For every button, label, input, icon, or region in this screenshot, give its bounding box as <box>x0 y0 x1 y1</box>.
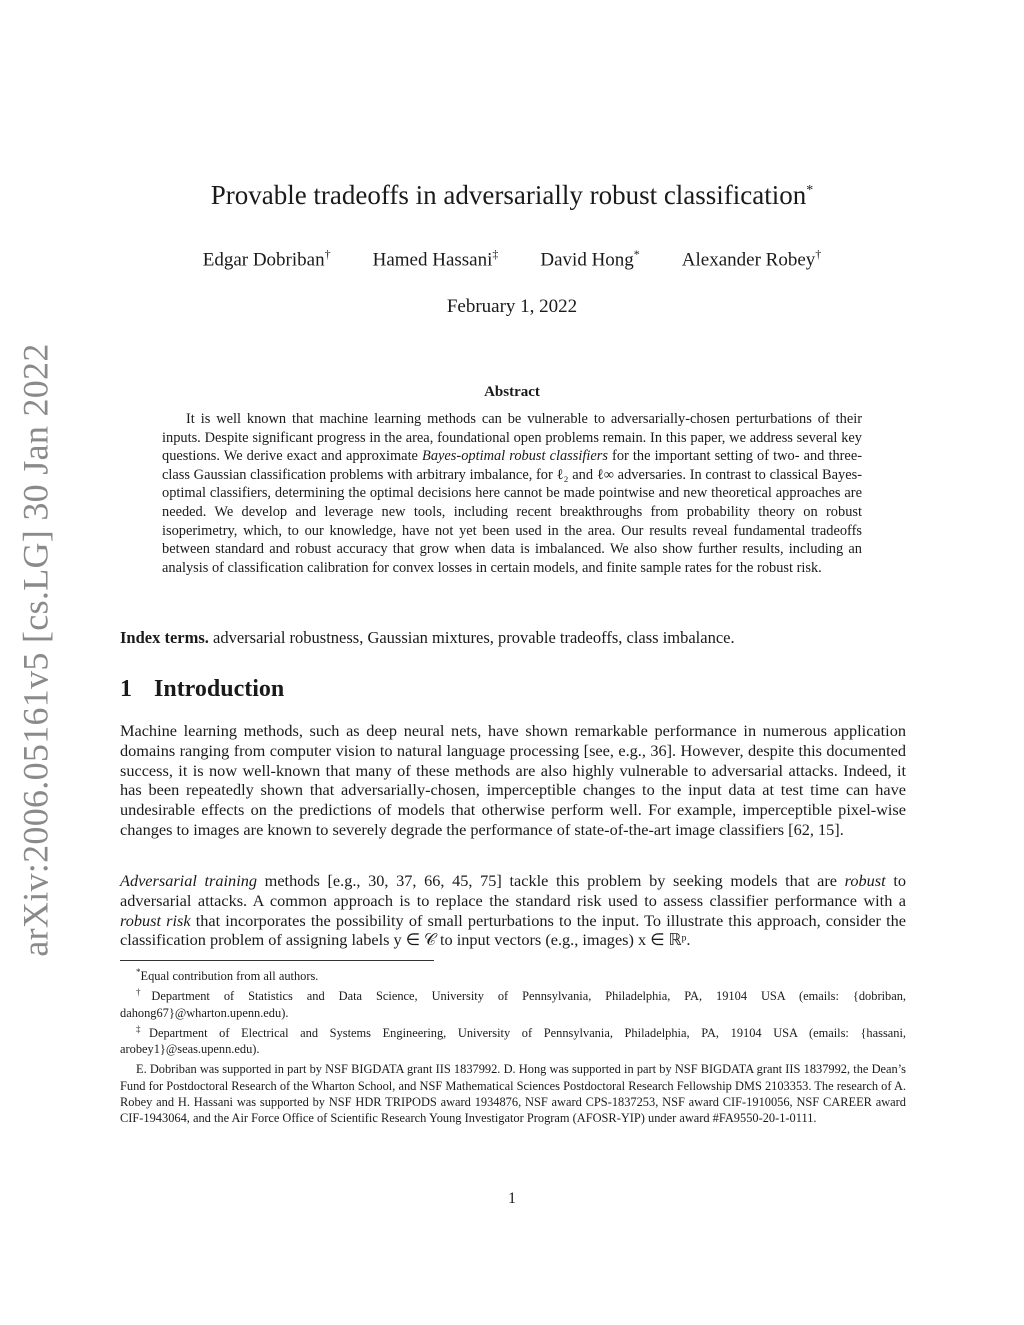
title-footnote-mark: * <box>806 183 814 198</box>
section-number: 1 <box>120 676 132 702</box>
footnote-mark: ‡ <box>136 1023 150 1034</box>
section-title: Introduction <box>154 676 285 702</box>
footnote <box>120 1021 906 1058</box>
abstract-body <box>162 410 862 577</box>
intro-paragraph: Machine learning methods, such as deep neural nets, have shown remarkable performance in numerous application domains ranging from computer vision to natural language processing [see, e.g., 36]. However, despite this documented success, it is now well-known that many of these methods are also highly vulnerable to adversarial attacks. Indeed, it has been repeatedly shown that adversarially-chosen, imperceptible changes to the input data at test time can have undesirable effects on the predictions of models that otherwise perform well. For example, imperceptible pixel-wise changes to images are known to severely degrade the performance of state-of-the-art image classifiers [62, 15]. <box>120 721 906 839</box>
arxiv-identifier-stamp <box>8 340 64 960</box>
paragraph-emphasis: robust <box>844 871 886 890</box>
author-name: Alexander Robey <box>681 249 816 271</box>
paragraph-emphasis: robust risk <box>120 910 191 930</box>
index-terms-text: adversarial robustness, Gaussian mixtures, provable tradeoffs, class imbalance. <box>208 628 735 647</box>
paragraph-text: to adversarial attacks. A common approach is to replace the standard risk used to assess classifier performance with a <box>120 871 906 910</box>
publication-date: February 1, 2022 <box>446 296 578 317</box>
paper-title <box>0 180 1024 211</box>
author-name: Edgar Dobriban <box>202 249 325 271</box>
author-name: Hamed Hassani <box>372 249 493 271</box>
section-heading <box>120 676 284 703</box>
author <box>682 247 821 271</box>
index-terms <box>120 628 906 648</box>
abstract-text: for the important setting of two- and three-class Gaussian classification problems with arbitrary imbalance, for ℓ₂ and ℓ∞ adversaries. In contrast to classical Bayes-optimal classifiers, determining the optimal decisions here cannot be made pointwise and new theoretical approaches are needed. We develop and leverage new tools, including recent breakthroughs from probability theory on robust isoperimetry, which, to our knowledge, have not yet been used in the area. Our results reveal fundamental tradeoffs between standard and robust accuracy that grow when data is imbalanced. We also show further results, including an analysis of classification calibration for convex losses in certain models, and finite sample rates for the robust risk. <box>162 448 862 576</box>
author-list <box>0 247 1024 271</box>
footnote <box>120 984 906 1021</box>
funding-note <box>120 1057 906 1126</box>
page-number: 1 <box>508 1190 516 1207</box>
footnote-text: Department of Statistics and Data Science, University of Pennsylvania, Philadelphia, PA, 19104 USA (emails: {dobriban, dahong67}@wharton.upenn.edu). <box>120 989 906 1020</box>
author-mark: † <box>324 247 331 261</box>
footnote-text: E. Dobriban was supported in part by NSF BIGDATA grant IIS 1837992. D. Hong was supported in part by NSF BIGDATA grant IIS 1837992, the Dean’s Fund for Postdoctoral Research of the Wharton School, and NSF Mathematical Sciences Postdoctoral Research Fellowship DMS 2103353. The research of A. Robey and H. Hassani was supported by NSF HDR TRIPODS award 1934876, NSF award CPS-1837253, NSF award CIF-1910056, NSF CAREER award CIF-1943064, and the Air Force Office of Scientific Research Young Investigator Program (AFOSR-YIP) under award #FA9550-20-1-0111. <box>120 1062 906 1126</box>
footnotes <box>120 964 906 1126</box>
paragraph-text: that incorporates the possibility of small perturbations to the input. To illustrate this approach, consider the classification problem of assigning labels y ∈ 𝒞 to input vectors (e.g., images) x ∈ ℝᵖ. <box>120 910 906 950</box>
footnote <box>120 964 906 984</box>
arxiv-identifier-text: arXiv:2006.05161v5 [cs.LG] 30 Jan 2022 <box>16 343 56 957</box>
paragraph-text: methods [e.g., 30, 37, 66, 45, 75] tackle this problem by seeking models that are <box>257 871 845 890</box>
abstract-heading: Abstract <box>484 384 540 400</box>
author-mark: ‡ <box>492 247 499 261</box>
abstract-text: It is well known that machine learning methods can be vulnerable to adversarially-chosen perturbations of their inputs. Despite significant progress in the area, foundational open problems remain. In this paper, we address several key questions. We derive exact and approximate <box>162 411 862 465</box>
footnote-text: Equal contribution from all authors. <box>140 969 319 984</box>
author <box>540 247 639 271</box>
footnote-text: Department of Electrical and Systems Engineering, University of Pennsylvania, Philadelphia, PA, 19104 USA (emails: {hassani, arobey1}@seas.upenn.edu). <box>120 1025 906 1057</box>
author-name: David Hong <box>540 249 634 271</box>
author-mark: * <box>633 247 640 261</box>
footnote-mark: * <box>136 967 141 977</box>
footnote-divider <box>120 960 434 961</box>
footnote-mark: † <box>136 987 152 998</box>
author-mark: † <box>815 247 822 261</box>
author <box>203 247 331 271</box>
index-terms-label: Index terms. <box>120 628 209 647</box>
author <box>373 247 499 271</box>
intro-paragraph <box>120 871 906 950</box>
paper-title-text: Provable tradeoffs in adversarially robust classification <box>210 180 807 210</box>
paragraph-emphasis: Adversarial training <box>120 871 257 890</box>
abstract-emphasis: Bayes-optimal robust classifiers <box>422 448 608 465</box>
